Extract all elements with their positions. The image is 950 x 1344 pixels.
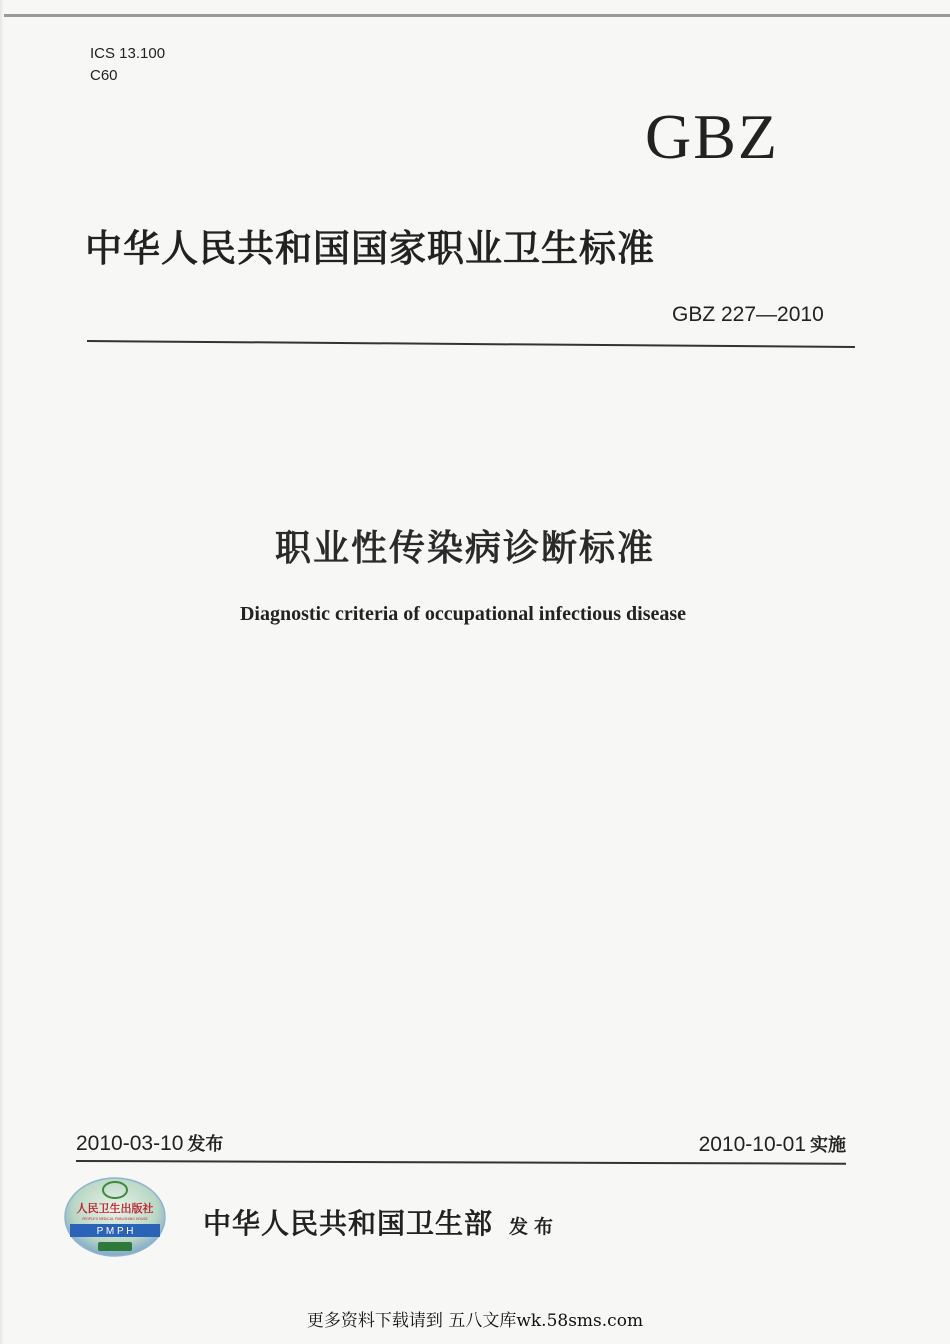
standard-number: GBZ 227—2010 xyxy=(672,303,824,326)
publisher-logo-cn: 人民卫生出版社 xyxy=(76,1202,154,1215)
ics-code: ICS 13.100 xyxy=(90,45,166,62)
document-title-chinese: 职业性传染病诊断标准 xyxy=(274,528,655,569)
footer-divider xyxy=(76,1160,846,1165)
issuing-authority xyxy=(203,1202,559,1242)
document-title-english: Diagnostic criteria of occupational infectious disease xyxy=(239,603,687,625)
publisher-logo-en: PEOPLE'S MEDICAL PUBLISHING HOUSE xyxy=(82,1217,148,1221)
issuing-authority-label: 发布 xyxy=(509,1216,560,1238)
gbz-logo: GBZ xyxy=(645,101,779,172)
issue-date xyxy=(76,1130,223,1156)
header-divider xyxy=(87,340,855,348)
effective-date-label: 实施 xyxy=(810,1135,846,1156)
ccs-code: C60 xyxy=(90,67,118,84)
page-left-edge xyxy=(0,0,4,1344)
classification-codes xyxy=(90,43,165,87)
issue-date-value: 2010-03-10 xyxy=(76,1132,184,1155)
effective-date-value: 2010-10-01 xyxy=(698,1133,806,1156)
publisher-logo-letters: P M P H xyxy=(96,1226,134,1237)
issue-date-label: 发布 xyxy=(187,1134,224,1155)
publisher-logo-icon xyxy=(62,1176,168,1258)
standard-series-title: 中华人民共和国国家职业卫生标准 xyxy=(85,227,655,270)
issuing-authority-name: 中华人民共和国卫生部 xyxy=(203,1207,494,1240)
footer-watermark: 更多资料下载请到 五八文库wk.58sms.com xyxy=(306,1311,644,1331)
effective-date xyxy=(699,1131,846,1157)
page-top-edge xyxy=(0,14,950,17)
